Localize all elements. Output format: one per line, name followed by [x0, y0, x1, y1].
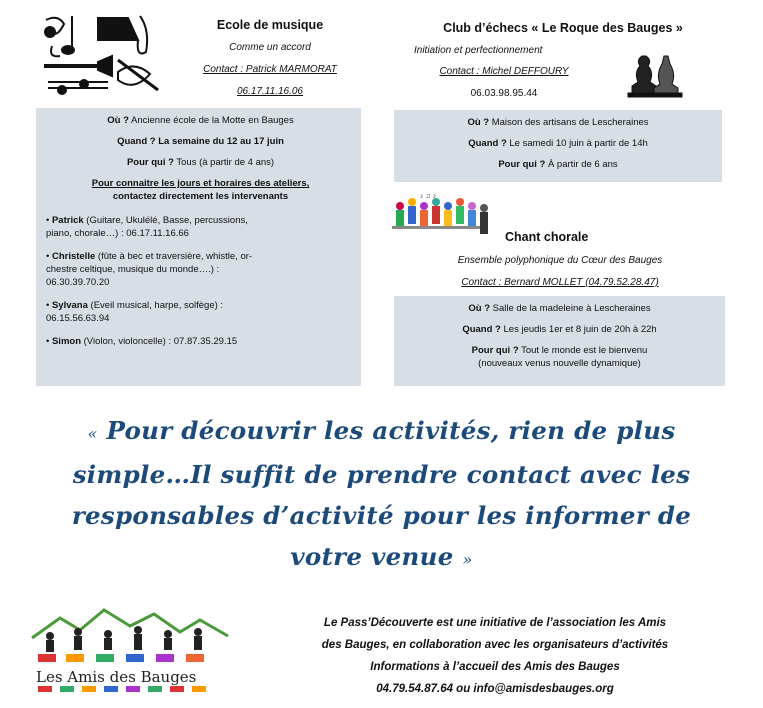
music-phone: 06.17.11.16.06 — [237, 86, 303, 97]
choir-when: Les jeudis 1er et 8 juin de 20h à 22h — [503, 324, 657, 335]
footer-line4: 04.79.54.87.64 ou info@amisdesbauges.org — [376, 683, 614, 695]
music-person-sylvana: • Sylvana (Eveil musical, harpe, solfège) : — [46, 300, 224, 311]
music-when: Quand ? La semaine du 12 au 17 juin — [117, 136, 284, 147]
quote-line4: votre venue — [290, 542, 454, 571]
music-person-simon: • Simon (Violon, violoncelle) : 07.87.35.29.15 — [46, 336, 238, 347]
chess-where-label: Où ? — [467, 117, 490, 128]
quote-line1: Pour découvrir les activités, rien de plus — [106, 416, 676, 445]
choir-contact: Contact : Bernard MOLLET (04.79.52.28.47) — [461, 277, 659, 288]
choir-singers-illustration — [390, 192, 496, 244]
music-for: Tous (à partir de 4 ans) — [176, 157, 275, 168]
chess-where: Maison des artisans de Lescheraines — [491, 117, 649, 128]
quote-open-mark: « — [87, 424, 98, 443]
choir-subtitle: Ensemble polyphonique du Cœur des Bauges — [457, 255, 663, 266]
music-person-christelle-line3: 06.30.39.70.20 — [46, 277, 110, 288]
choir-for-line2: (nouveaux venus nouvelle dynamique) — [478, 358, 641, 369]
music-note-line1: Pour connaitre les jours et horaires des ateliers, — [91, 178, 310, 189]
footer-line2: des Bauges, en collaboration avec les organisateurs d’activités — [321, 639, 669, 651]
music-person-sylvana-line2: 06.15.56.63.94 — [46, 313, 110, 324]
logo-text: Les Amis des Bauges — [36, 668, 197, 686]
music-person-christelle-line2: chestre celtique, musique du monde….) : — [46, 264, 220, 275]
music-person-christelle: • Christelle (fûte à bec et traversière, whistle, or- — [46, 251, 253, 262]
music-note-line2: contactez directement les intervenants — [112, 191, 289, 202]
music-title: Ecole de musique — [216, 18, 324, 32]
choir-where-label: Où ? — [468, 303, 491, 314]
chess-info-panel — [394, 110, 722, 182]
choir-info-panel — [394, 296, 725, 386]
chess-phone: 06.03.98.95.44 — [470, 88, 538, 99]
music-person-patrick: • Patrick (Guitare, Ukulélé, Basse, percussions, — [46, 215, 248, 226]
footer-line3: Informations à l’accueil des Amis des Bauges — [370, 661, 620, 673]
chess-when: Le samedi 10 juin à partir de 14h — [509, 138, 648, 149]
call-to-action-quote — [10, 410, 753, 580]
choir-for: Tout le monde est le bienvenu — [521, 345, 648, 356]
choir-for-label: Pour qui ? — [471, 345, 519, 356]
music-info-panel — [36, 108, 361, 386]
chess-pieces-illustration — [624, 46, 684, 98]
choir-when-label: Quand ? — [462, 324, 501, 335]
chess-when-label: Quand ? — [468, 138, 507, 149]
quote-close-mark: » — [462, 550, 473, 569]
chess-contact: Contact : Michel DEFFOURY — [439, 66, 569, 77]
chess-title: Club d’échecs « Le Roque des Bauges » — [443, 21, 683, 35]
chess-subtitle: Initiation et perfectionnement — [414, 45, 543, 56]
music-person-patrick-line2: piano, chorale…) : 06.17.11.16.66 — [46, 228, 189, 239]
chess-for-label: Pour qui ? — [498, 159, 546, 170]
amis-des-bauges-logo — [30, 604, 230, 694]
svg-text:♪ ♫ ♪: ♪ ♫ ♪ — [420, 193, 437, 200]
quote-line3: responsables d’activité pour les informer de — [71, 501, 692, 530]
music-subtitle: Comme un accord — [229, 42, 311, 53]
music-where-label: Où ? — [107, 115, 129, 126]
music-contact: Contact : Patrick MARMORAT — [203, 64, 337, 75]
footer-line1: Le Pass’Découverte est une initiative de l’association les Amis — [323, 617, 667, 629]
chess-for: À partir de 6 ans — [547, 159, 618, 170]
footer-text — [240, 612, 750, 700]
music-where: Ancienne école de la Motte en Bauges — [131, 115, 294, 126]
choir-title: Chant chorale — [505, 230, 589, 244]
choir-where: Salle de la madeleine à Lescheraines — [492, 303, 651, 314]
quote-line2: simple…Il suffit de prendre contact avec les — [72, 460, 691, 489]
music-instruments-illustration — [38, 10, 162, 100]
music-for-label: Pour qui ? — [126, 157, 174, 168]
